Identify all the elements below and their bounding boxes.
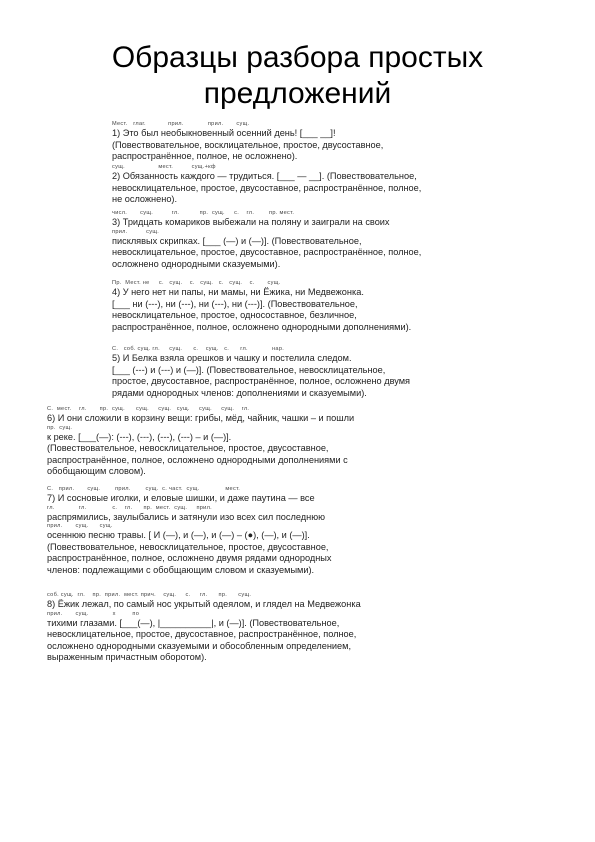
analysis-line: невосклицательное, простое, двусоставное, распространённое, полное, (112, 182, 422, 193)
analysis-line: осеннюю песню травы. [ И (—), и (—), и (—) – (●), (—), и (—)]. (47, 530, 310, 541)
analysis-line: 5) И Белка взяла орешков и чашку и постелила следом. (112, 353, 352, 363)
analysis-line: к реке. [___(—): (---), (---), (---), (---) – и (—)]. (47, 431, 232, 442)
analysis-item-4 (112, 280, 411, 333)
analysis-line: осложнено однородными сказуемыми). (112, 258, 281, 269)
analysis-line: распрямились, заулыбались и затянули изо всех сил последнюю (47, 511, 325, 522)
analysis-line: обобщающим словом). (47, 466, 146, 477)
part-of-speech-labels: С. мест. гл. пр. сущ. сущ. сущ. сущ. сущ. сущ. гл. (47, 406, 250, 412)
analysis-item-8 (47, 592, 361, 664)
part-of-speech-labels: Мест. глаг. прил. прил. сущ. (112, 121, 250, 127)
part-of-speech-labels: прил. сущ. x по (47, 610, 140, 617)
analysis-line: простое, двусоставное, распространённое, полное, осложнено двумя (112, 376, 411, 387)
analysis-line: 1) Это был необыкновенный осенний день! [___ __]! (112, 128, 336, 138)
part-of-speech-labels: пр. сущ. (47, 424, 73, 431)
part-of-speech-labels: сущ. мест. сущ.+кф (112, 164, 216, 170)
analysis-line: (Повествовательное, восклицательное, простое, двусоставное, (112, 139, 384, 150)
part-of-speech-labels: прил. сущ. (112, 228, 160, 235)
analysis-line: распространённое, полное, осложнено однородными дополнениями с (47, 454, 348, 465)
analysis-line: [___ ни (---), ни (---), ни (---), ни (---)]. (Повествовательное, (112, 298, 358, 309)
analysis-line: 4) У него нет ни папы, ни мамы, ни Ёжика, ни Медвежонка. (112, 287, 364, 297)
part-of-speech-labels: соб. сущ. гл. пр. прил. мест. прич. сущ. с. гл. пр. сущ. (47, 592, 252, 598)
analysis-line: [___ (---) и (---) и (—)]. (Повествовательное, невосклицательное, (112, 364, 386, 375)
analysis-line: (Повествовательное, невосклицательное, простое, двусоставное, (47, 541, 329, 552)
analysis-item-3 (112, 210, 421, 270)
part-of-speech-labels: гл. гл. с. гл. пр. мест. сущ. прил. (47, 504, 213, 511)
part-of-speech-labels: прил. сущ. сущ. (47, 523, 113, 530)
analysis-item-5 (112, 346, 410, 399)
part-of-speech-labels: Пр. Мест. не с. сущ. с. сущ. с. сущ. с. сущ. (112, 280, 281, 286)
analysis-line: невосклицательное, простое, двусоставное, распространённое, полное, (112, 247, 422, 258)
analysis-line: членов: подлежащими с обобщающим словом и сказуемыми). (47, 564, 315, 575)
analysis-item-1 (112, 121, 383, 163)
page-title: Образцы разбора простых предложений (111, 41, 484, 110)
analysis-line: 7) И сосновые иголки, и еловые шишки, и даже паутина — все (47, 493, 315, 503)
analysis-line: 2) Обязанность каждого — трудиться. [___ — __]. (Повествовательное, (112, 171, 417, 181)
analysis-line: невосклицательное, простое, двусоставное, распространённое, полное, (47, 629, 357, 640)
analysis-item-2 (112, 164, 421, 206)
analysis-line: рядами однородных членов: дополнениями и сказуемыми). (112, 387, 367, 398)
analysis-line: тихими глазами. [___(—), |__________|, и (—)]. (Повествовательное, (47, 617, 340, 628)
part-of-speech-labels: числ. сущ. гл. пр. сущ. с. гл. пр. мест. (112, 210, 295, 216)
analysis-line: осложнено однородными сказуемыми и обособленным определением, (47, 640, 352, 651)
analysis-item-7 (47, 486, 332, 577)
analysis-line: (Повествовательное, невосклицательное, простое, двусоставное, (47, 443, 329, 454)
part-of-speech-labels: С. соб. сущ. гл. сущ. с. сущ. с. гл. нар. (112, 346, 285, 352)
analysis-line: 6) И они сложили в корзину вещи: грибы, мёд, чайник, чашки – и пошли (47, 413, 355, 423)
analysis-line: не осложнено). (112, 194, 178, 205)
analysis-line: 3) Тридцать комариков выбежали на поляну и заиграли на своих (112, 217, 390, 227)
analysis-line: распространённое, полное, осложнено двумя рядами однородных (47, 553, 332, 564)
analysis-line: распространённое, полное, не осложнено). (112, 151, 298, 162)
analysis-line: выраженным причастным оборотом). (47, 652, 207, 663)
analysis-line: 8) Ёжик лежал, по самый нос укрытый одеялом, и глядел на Медвежонка (47, 599, 361, 609)
analysis-line: писклявых скрипках. [___ (—) и (—)]. (Повествовательное, (112, 235, 362, 246)
analysis-line: распространённое, полное, осложнено однородными дополнениями). (112, 321, 412, 332)
analysis-item-6 (47, 406, 354, 478)
analysis-line: невосклицательное, простое, односоставное, безличное, (112, 310, 357, 321)
part-of-speech-labels: С. прил. сущ. прил. сущ. с. част. сущ. мест. (47, 486, 241, 492)
